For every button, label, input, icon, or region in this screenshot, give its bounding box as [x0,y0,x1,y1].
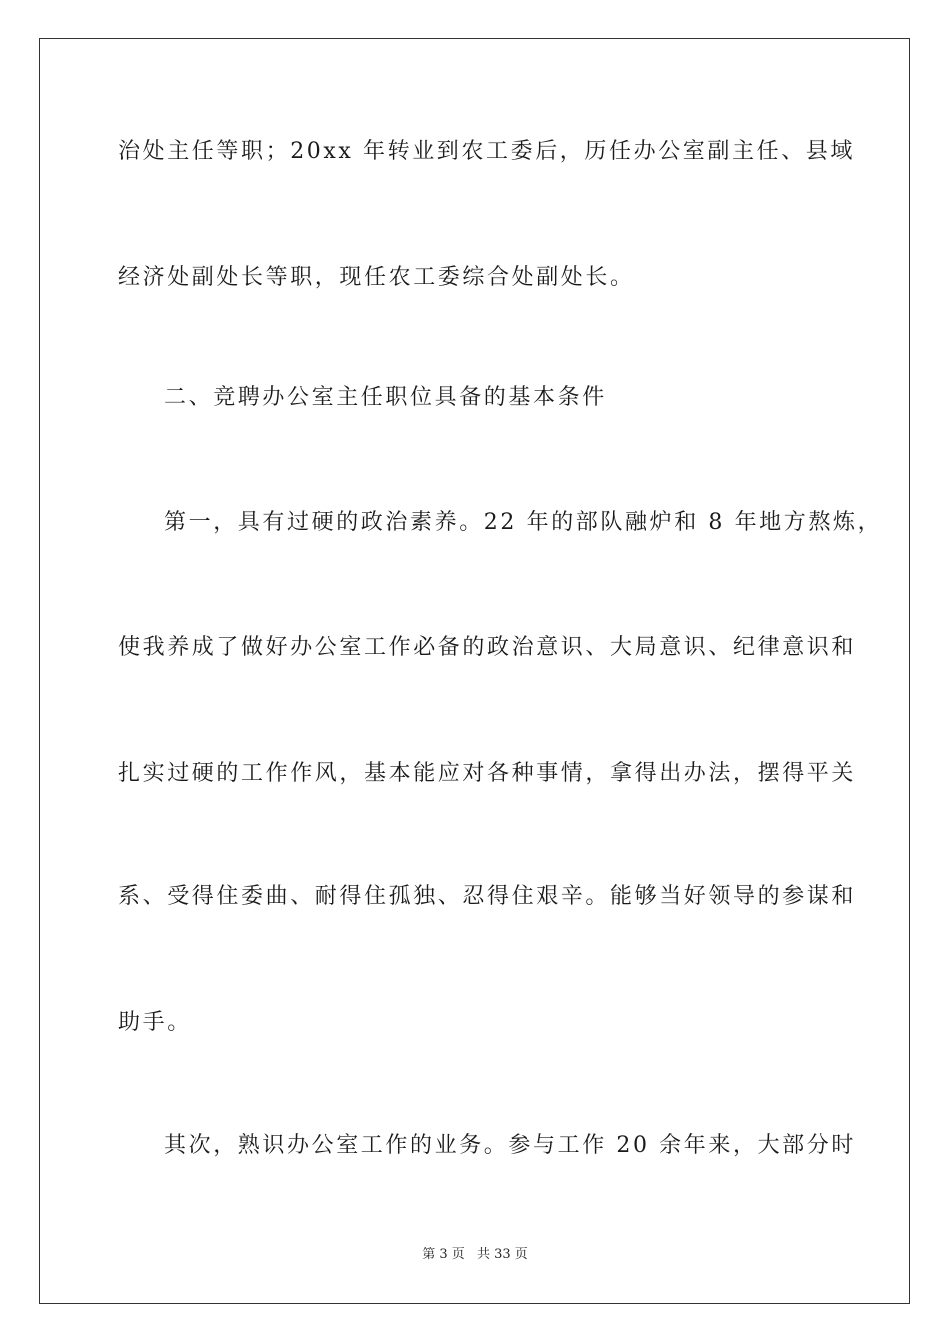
page-border [39,38,910,1304]
body-line-6: 扎实过硬的工作作风，基本能应对各种事情，拿得出办法，摆得平关 [118,761,857,786]
section-heading: 二、竞聘办公室主任职位具备的基本条件 [164,385,607,410]
body-line-2: 经济处副处长等职，现任农工委综合处副处长。 [118,265,635,290]
body-line-4: 第一，具有过硬的政治素养。22 年的部队融炉和 8 年地方熬炼， [164,510,883,535]
body-line-7: 系、受得住委曲、耐得住孤独、忍得住艰辛。能够当好领导的参谋和 [118,884,857,909]
body-line-9: 其次，熟识办公室工作的业务。参与工作 20 余年来，大部分时 [164,1133,856,1158]
body-line-5: 使我养成了做好办公室工作必备的政治意识、大局意识、纪律意识和 [118,635,857,660]
body-line-1: 治处主任等职；20xx 年转业到农工委后，历任办公室副主任、县域 [118,139,856,164]
body-line-8: 助手。 [118,1010,192,1035]
page-footer [0,1246,950,1264]
page-number: 第 3 页 [422,1247,465,1262]
page-total: 共 33 页 [476,1247,528,1262]
